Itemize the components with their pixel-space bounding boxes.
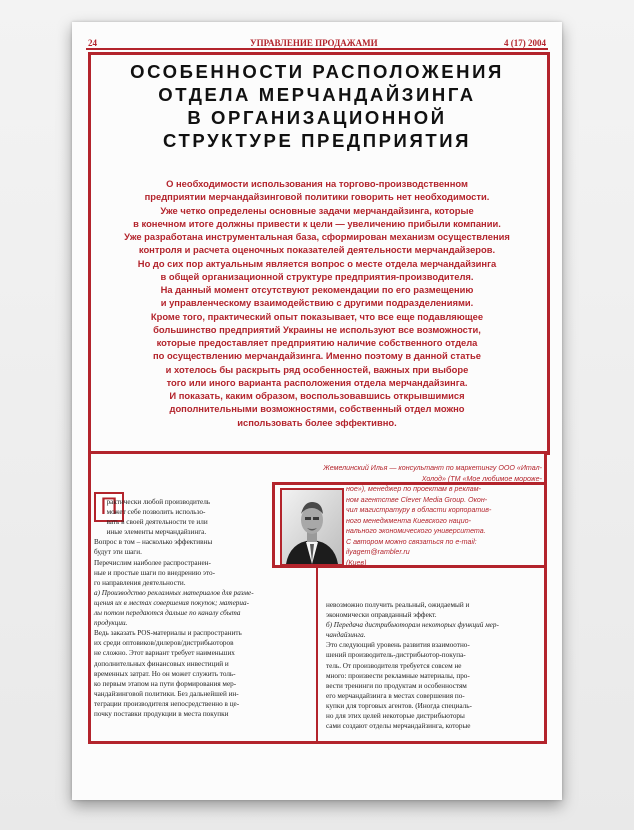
title-line: СТРУКТУРЕ ПРЕДПРИЯТИЯ xyxy=(162,130,472,151)
title-line: В ОРГАНИЗАЦИОННОЙ xyxy=(187,107,447,128)
author-email[interactable]: ilyagem@rambler.ru xyxy=(346,548,410,556)
author-line: чил магистратуру в области корпоратив- xyxy=(346,506,492,514)
lead-line: Но до сих пор актуальным является вопрос о месте отдела мерчандайзинга xyxy=(137,257,497,269)
author-bio xyxy=(346,484,544,568)
title-line: ОСОБЕННОСТИ РАСПОЛОЖЕНИЯ xyxy=(130,61,504,82)
body-text-line: дополнительных финансовых инвестиций и xyxy=(94,659,229,668)
issue-number: 4 (17) 2004 xyxy=(504,38,546,48)
lead-line: использовать более эффективно. xyxy=(237,416,397,428)
body-text-line: ко первым этапом на пути формирования мер- xyxy=(94,679,237,688)
lead-line: в общей организационной структуре предприятия-производителя. xyxy=(160,270,474,282)
author-line: ном агентстве Clever Media Group. Окон- xyxy=(346,495,488,504)
body-text-line: много: произвести рекламные материалы, про- xyxy=(326,671,470,680)
author-line: ное»), менеджер по проектам в реклам- xyxy=(346,485,481,493)
body-text-line: Перечислим наиболее распространен- xyxy=(94,558,211,567)
author-line: Холод» (ТМ «Мое любимое мороже- xyxy=(421,474,542,483)
lead-bottom-rule xyxy=(88,451,547,454)
article-lead xyxy=(100,177,534,429)
lead-line: О необходимости использования на торгово-производственном xyxy=(166,178,468,189)
lead-line: На данный момент отсутствуют рекомендации по его размещению xyxy=(160,284,474,295)
lead-line: которые предоставляет предприятию наличие собственного отдела xyxy=(156,337,478,348)
page-number: 24 xyxy=(88,38,97,48)
body-text-line: Вопрос в том – насколько эффективны xyxy=(94,538,213,547)
body-text-line: Это следующий уровень развития взаимоотно- xyxy=(326,641,470,650)
body-text-line: временных затрат. Но он может служить толь- xyxy=(94,669,236,678)
body-text-line: тель. От производителя требуется совсем не xyxy=(326,661,462,670)
left-column xyxy=(94,497,306,719)
body-text-line: будут эти шаги. xyxy=(94,548,142,557)
body-text-line: их среди оптовиков/дилеров/дистрибьюторов xyxy=(94,639,234,648)
header-rule xyxy=(86,48,548,50)
frame-bottom-border xyxy=(88,741,547,744)
author-line: С автором можно связаться по e-mail: xyxy=(346,537,477,546)
author-line: ного менеджмента Киевского нацио- xyxy=(346,516,471,525)
body-text-line: сами создают отделы мерчандайзинга, которые xyxy=(326,722,471,731)
author-line: Жемелинский Илья — консультант по маркетингу ООО «Итал- xyxy=(323,464,542,472)
body-text-line: теграции производителя непосредственно в це- xyxy=(94,699,240,708)
frame-left-border xyxy=(88,451,91,744)
author-line: нального экономического университета. xyxy=(346,527,486,535)
body-text-line: продукции. xyxy=(94,619,128,628)
body-text-line: купки для торговых агентов. (Иногда специаль- xyxy=(326,701,472,710)
body-text-line: чандайзинговой политики. Без дальнейшей ин- xyxy=(94,689,239,698)
body-text-line: экономически оправданный эффект. xyxy=(326,611,437,620)
lead-line: дополнительными возможностями, собственный отдел можно xyxy=(169,403,465,415)
body-text-line: вести тренинги по продуктам и особенностям xyxy=(326,681,467,690)
body-text-line: но для этих целей некоторые дистрибьюторы xyxy=(326,712,465,721)
lead-line: того или иного варианта расположения отдела мерчандайзинга. xyxy=(166,376,468,388)
lead-line: контроля и расчета оценочных показателей деятельности мерчандайзеров. xyxy=(138,244,496,256)
body-text-line: вать в своей деятельности те или xyxy=(94,518,208,527)
drop-cap: П xyxy=(94,492,124,522)
body-text-line: лы потом передаются дальше по каналу сбыта xyxy=(94,609,241,618)
lead-line: в конечном итоге должны привести к цели — увеличению прибыли компании. xyxy=(133,217,501,229)
body-text-line: го направления деятельности. xyxy=(94,578,186,587)
lead-line: и хотелось бы раскрыть ряд особенностей, важных при выборе xyxy=(165,363,469,375)
author-city: (Киев) xyxy=(346,558,367,567)
body-text-line: не сложно. Этот вариант требует наименьших xyxy=(94,649,235,658)
lead-line: Уже четко определены основные задачи мерчандайзинга, которые xyxy=(160,204,474,216)
lead-line: и управленческому взаимодействию с другими подразделениями. xyxy=(160,297,474,309)
body-text-line: ные и простые шаги по внедрению это- xyxy=(94,568,215,577)
body-text-line: его мерчандайзинга в местах совершения по- xyxy=(326,691,465,700)
lead-line: большинство предприятий Украины не используют все возможности, xyxy=(153,323,481,335)
body-text-line: невозможно получить реальный, ожидаемый и xyxy=(326,601,470,609)
body-text-line: б) Передача дистрибьюторам некоторых функций мер- xyxy=(326,621,499,630)
frame-right-border xyxy=(544,451,547,744)
body-text-line: рактически любой производитель xyxy=(94,498,211,506)
body-text-line: почку поставки продукции в места покупки xyxy=(94,709,229,718)
right-column xyxy=(326,600,538,731)
section-name: УПРАВЛЕНИЕ ПРОДАЖАМИ xyxy=(250,38,378,48)
title-line: ОТДЕЛА МЕРЧАНДАЙЗИНГА xyxy=(158,84,476,105)
lead-line: И показать, каким образом, воспользовавшись открывшимися xyxy=(169,390,465,401)
lead-line: Уже разработана инструментальная база, сформирован механизм осуществления xyxy=(124,231,510,242)
body-text-line: а) Производство рекламных материалов для разме- xyxy=(94,588,254,597)
lead-line: по осуществлению мерчандайзинга. Именно поэтому в данной статье xyxy=(153,350,481,362)
article-title xyxy=(100,60,534,152)
body-text-line: шений производитель-дистрибьютор-покупа- xyxy=(326,651,466,660)
body-text-line: чандайзинга. xyxy=(326,631,366,640)
column-divider xyxy=(316,567,318,741)
lead-line: Кроме того, практический опыт показывает, что все еще подавляющее xyxy=(150,310,484,322)
body-text-line: иные элементы мерчандайзинга. xyxy=(94,528,207,537)
body-text-line: может себе позволить использо- xyxy=(94,508,206,517)
body-text-line: Ведь заказать POS-материалы и распространить xyxy=(94,629,242,638)
lead-line: предприятии мерчандайзинговой политики говорить нет необходимости. xyxy=(144,191,490,203)
author-intro xyxy=(240,463,542,484)
body-text-line: щения их в местах совершения покупок; материа- xyxy=(94,598,249,607)
